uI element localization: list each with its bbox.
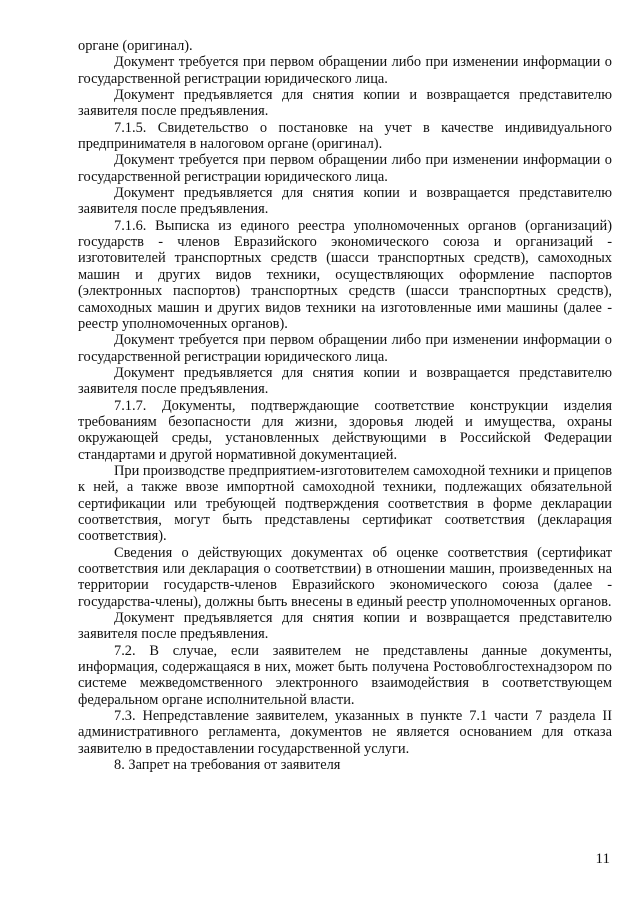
paragraph-continuation: органе (оригинал). <box>78 38 193 54</box>
paragraph-7-2: 7.2. В случае, если заявителем не представлены данные документы, информация, содержащаяся в них, может быть получена Ростовоблгостехнадзором по системе межведомственного электронного взаимодействия в соответствующем федеральном органе исполнительной власти. <box>78 642 612 708</box>
paragraph-7-1-5: 7.1.5. Свидетельство о постановке на учет в качестве индивидуального предпринимателя в налоговом органе (оригинал). <box>78 119 612 153</box>
paragraph: Документ требуется при первом обращении либо при изменении информации о государственной регистрации юридического лица. <box>78 332 612 365</box>
section-heading-8: 8. Запрет на требования от заявителя <box>114 757 341 774</box>
page-number: 11 <box>595 851 610 867</box>
paragraph: При производстве предприятием-изготовителем самоходной техники и прицепов к ней, а также ввозе импортной самоходной техники, подлежащих обязательной сертификации или требующей подтверждения соответствия в форме декларации соответствия, могут быть представлены сертификат соответствия (декларация соответствия). <box>78 462 613 545</box>
paragraph: Документ предъявляется для снятия копии и возвращается представителю заявителя после предъявления. <box>78 364 612 398</box>
paragraph: Документ предъявляется для снятия копии и возвращается представителю заявителя после предъявления. <box>78 185 612 218</box>
paragraph: Документ предъявляется для снятия копии и возвращается представителю заявителя после предъявления. <box>78 610 612 643</box>
paragraph: Сведения о действующих документах об оценке соответствия (сертификат соответствия или декларация о соответствии) в отношении машин, произведенных на территории государств-членов Евразийского экономического союза (далее - государства-члены), должны быть внесены в единый реестр уполномоченных органов. <box>78 544 612 610</box>
paragraph: Документ требуется при первом обращении либо при изменении информации о государственной регистрации юридического лица. <box>78 152 612 185</box>
paragraph-7-1-7: 7.1.7. Документы, подтверждающие соответствие конструкции изделия требованиям безопасности для жизни, здоровья людей и имущества, охраны окружающей среды, установленных действующими в Российской Федерации стандартами и другой нормативной документацией. <box>78 397 612 463</box>
paragraph-7-1-6: 7.1.6. Выписка из единого реестра уполномоченных органов (организаций) государств - членов Евразийского экономического союза и организаций - изготовителей транспортных средств (шасси транспортных средств), самоходных машин и других видов техники, осуществляющих оформление паспортов (электронных паспортов) транспортных средств (шасси транспортных средств), самоходных машин и других видов техники на изготовленные ими машины (далее - реестр уполномоченных органов). <box>78 217 612 332</box>
paragraph: Документ предъявляется для снятия копии и возвращается представителю заявителя после предъявления. <box>78 87 612 120</box>
paragraph-7-3: 7.3. Непредставление заявителем, указанных в пункте 7.1 части 7 раздела II административного регламента, документов не является основанием для отказа заявителю в предоставлении государственной услуги. <box>78 708 612 757</box>
paragraph: Документ требуется при первом обращении либо при изменении информации о государственной регистрации юридического лица. <box>78 54 612 87</box>
